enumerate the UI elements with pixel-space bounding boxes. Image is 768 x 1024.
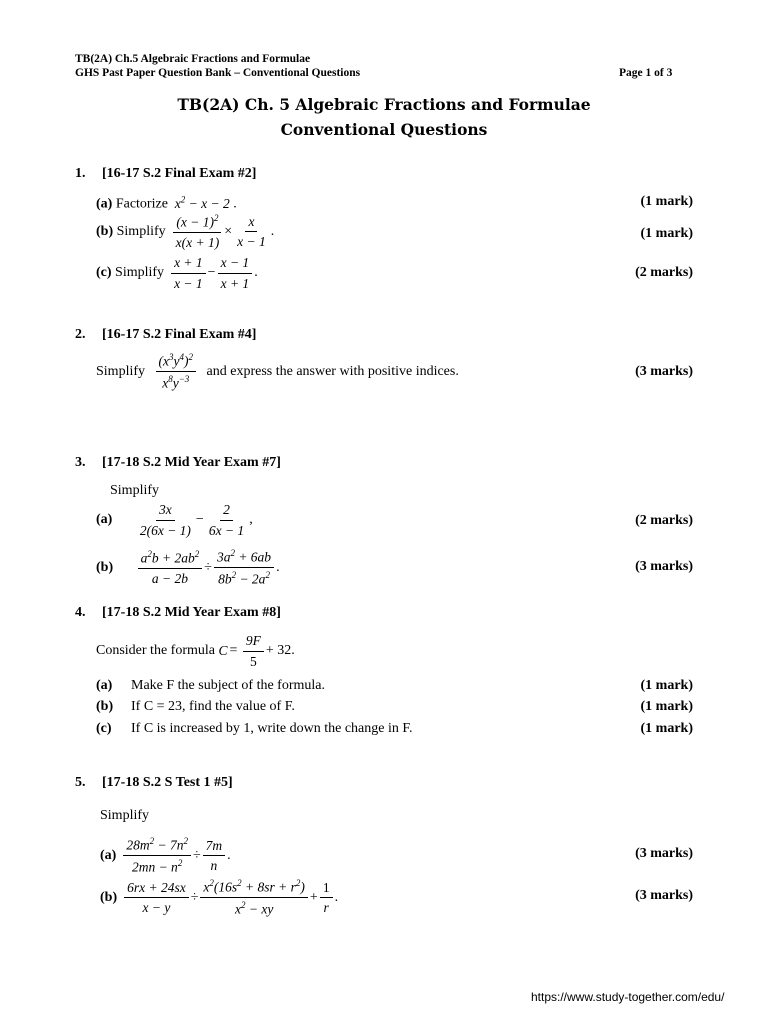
q5a-item: (a) $\frac{28m^2 - 7n^2}{2mn - n^2}$ ÷ $\frac{7m}{n}$ . [100,836,231,875]
q1b-mark: (1 mark) [640,226,693,241]
q3-number: 3. [75,455,86,470]
q3b-fraction-2: $\frac{3a^2 + 6ab}{8b^2 - 2a^2}$ [214,548,274,587]
q1c-text: Simplify [115,265,165,281]
q1b-fraction-1: $\frac{(x - 1)^2}{x(x + 1)}$ [173,213,223,251]
q3a-label: (a) [96,512,113,528]
q1a-mark: (1 mark) [640,194,693,209]
q2-number: 2. [75,327,86,342]
q5b-label: (b) [100,889,118,905]
q4c-mark: (1 mark) [640,721,693,736]
q3a-fraction-1: $\frac{3x}{2(6x - 1)}$ [139,502,191,538]
q4b-mark: (1 mark) [640,699,693,714]
q4-formula-fraction: $\frac{9F}{5}$ [243,633,264,669]
q4-heading: [17-18 S.2 Mid Year Exam #8] [102,605,281,620]
q1b-item: (b) Simplify $\frac{(x - 1)^2}{x(x + 1)}$ × $\frac{x}{x - 1}$ . [96,213,275,251]
q3-heading: [17-18 S.2 Mid Year Exam #7] [102,455,281,470]
q3a-fraction-2: $\frac{2}{6x - 1}$ [208,502,245,538]
header-subtitle: GHS Past Paper Question Bank – Conventional Questions [75,67,361,79]
q5b-fraction-2: $\frac{x^2(16s^2 + 8sr + r^2)}{x^2 - xy}$ [200,878,307,917]
q1b-label: (b) [96,223,114,239]
q1c-item: (c) Simplify $\frac{x + 1}{x - 1}$ − $\frac{x - 1}{x + 1}$ . [96,255,258,291]
page-subtitle: Conventional Questions [280,120,488,139]
q4-intro: Consider the formula [96,643,215,659]
q3-intro: Simplify [110,483,160,498]
q5b-fraction-3: $\frac{1}{r}$ [320,880,333,916]
q3b-item: (b) $\frac{a^2b + 2ab^2}{a - 2b}$ ÷ $\frac{3a^2 + 6ab}{8b^2 - 2a^2}$ . [96,548,280,587]
q4a-text: Make F the subject of the formula. [131,678,326,693]
q1b-fraction-2: $\frac{x}{x - 1}$ [237,213,266,250]
q4-intro-row: Consider the formula C = $\frac{9F}{5}$ + 32. [96,633,295,669]
q3b-fraction-1: $\frac{a^2b + 2ab^2}{a - 2b}$ [138,549,203,587]
q3a-mark: (2 marks) [635,513,693,528]
q3b-mark: (3 marks) [635,559,693,574]
footer-url[interactable]: https://www.study-together.com/edu/ [531,990,725,1004]
q5b-fraction-1: $\frac{6rx + 24sx}{x - y}$ [124,880,189,916]
q2-item [96,352,459,391]
q4a-label: (a) [96,678,113,693]
q4-formula-lhs: C [218,643,228,659]
q1-heading: [16-17 S.2 Final Exam #2] [102,166,257,181]
q4a-mark: (1 mark) [640,678,693,693]
q5b-mark: (3 marks) [635,888,693,903]
q1c-label: (c) [96,265,112,281]
q5-intro: Simplify [100,808,150,823]
q1b-text: Simplify [116,223,166,239]
q1c-mark: (2 marks) [635,265,693,280]
page-number: Page 1 of 3 [619,67,673,79]
q5a-label: (a) [100,847,117,863]
q1c-fraction-1: $\frac{x + 1}{x - 1}$ [171,255,206,291]
q5b-item: (b) $\frac{6rx + 24sx}{x - y}$ ÷ $\frac{x^2(16s^2 + 8sr + r^2)}{x^2 - xy}$ + $\frac{1}{r}$ . [100,878,339,917]
q1a-label: (a) [96,196,113,212]
q2-heading: [16-17 S.2 Final Exam #4] [102,327,257,342]
page-title: TB(2A) Ch. 5 Algebraic Fractions and Formulae [177,95,591,114]
q1a-text: Factorize [115,196,168,212]
q3a-item: (a) $\frac{3x}{2(6x - 1)}$ − $\frac{2}{6x - 1}$ , [96,502,253,538]
q5-heading: [17-18 S.2 S Test 1 #5] [102,775,233,790]
q2-text-before: Simplify [96,363,146,379]
q4b-label: (b) [96,699,114,714]
header-doc-title: TB(2A) Ch.5 Algebraic Fractions and Formulae [75,53,311,65]
q2-mark: (3 marks) [635,364,693,379]
q5a-fraction-1: $\frac{28m^2 - 7n^2}{2mn - n^2}$ [123,836,191,875]
q1a-expression: $x^2 - x - 2$ [171,194,230,211]
q4b-text: If C = 23, find the value of F. [131,699,295,714]
q4-number: 4. [75,605,86,620]
q4c-text: If C is increased by 1, write down the change in F. [131,721,413,736]
q2-fraction: $\frac{(x^3y^4)^2}{x^8y^{-3}}$ [156,352,197,391]
q1c-fraction-2: $\frac{x - 1}{x + 1}$ [218,255,253,291]
q4c-label: (c) [96,721,112,736]
q1-number: 1. [75,166,86,181]
q5-number: 5. [75,775,86,790]
q5a-fraction-2: $\frac{7m}{n}$ [203,838,226,874]
q2-text-after: and express the answer with positive indices. [206,363,459,379]
q3b-label: (b) [96,559,114,575]
q5a-mark: (3 marks) [635,846,693,861]
q1a-item: (a) Factorize $x^2 - x - 2$ . [96,194,237,212]
